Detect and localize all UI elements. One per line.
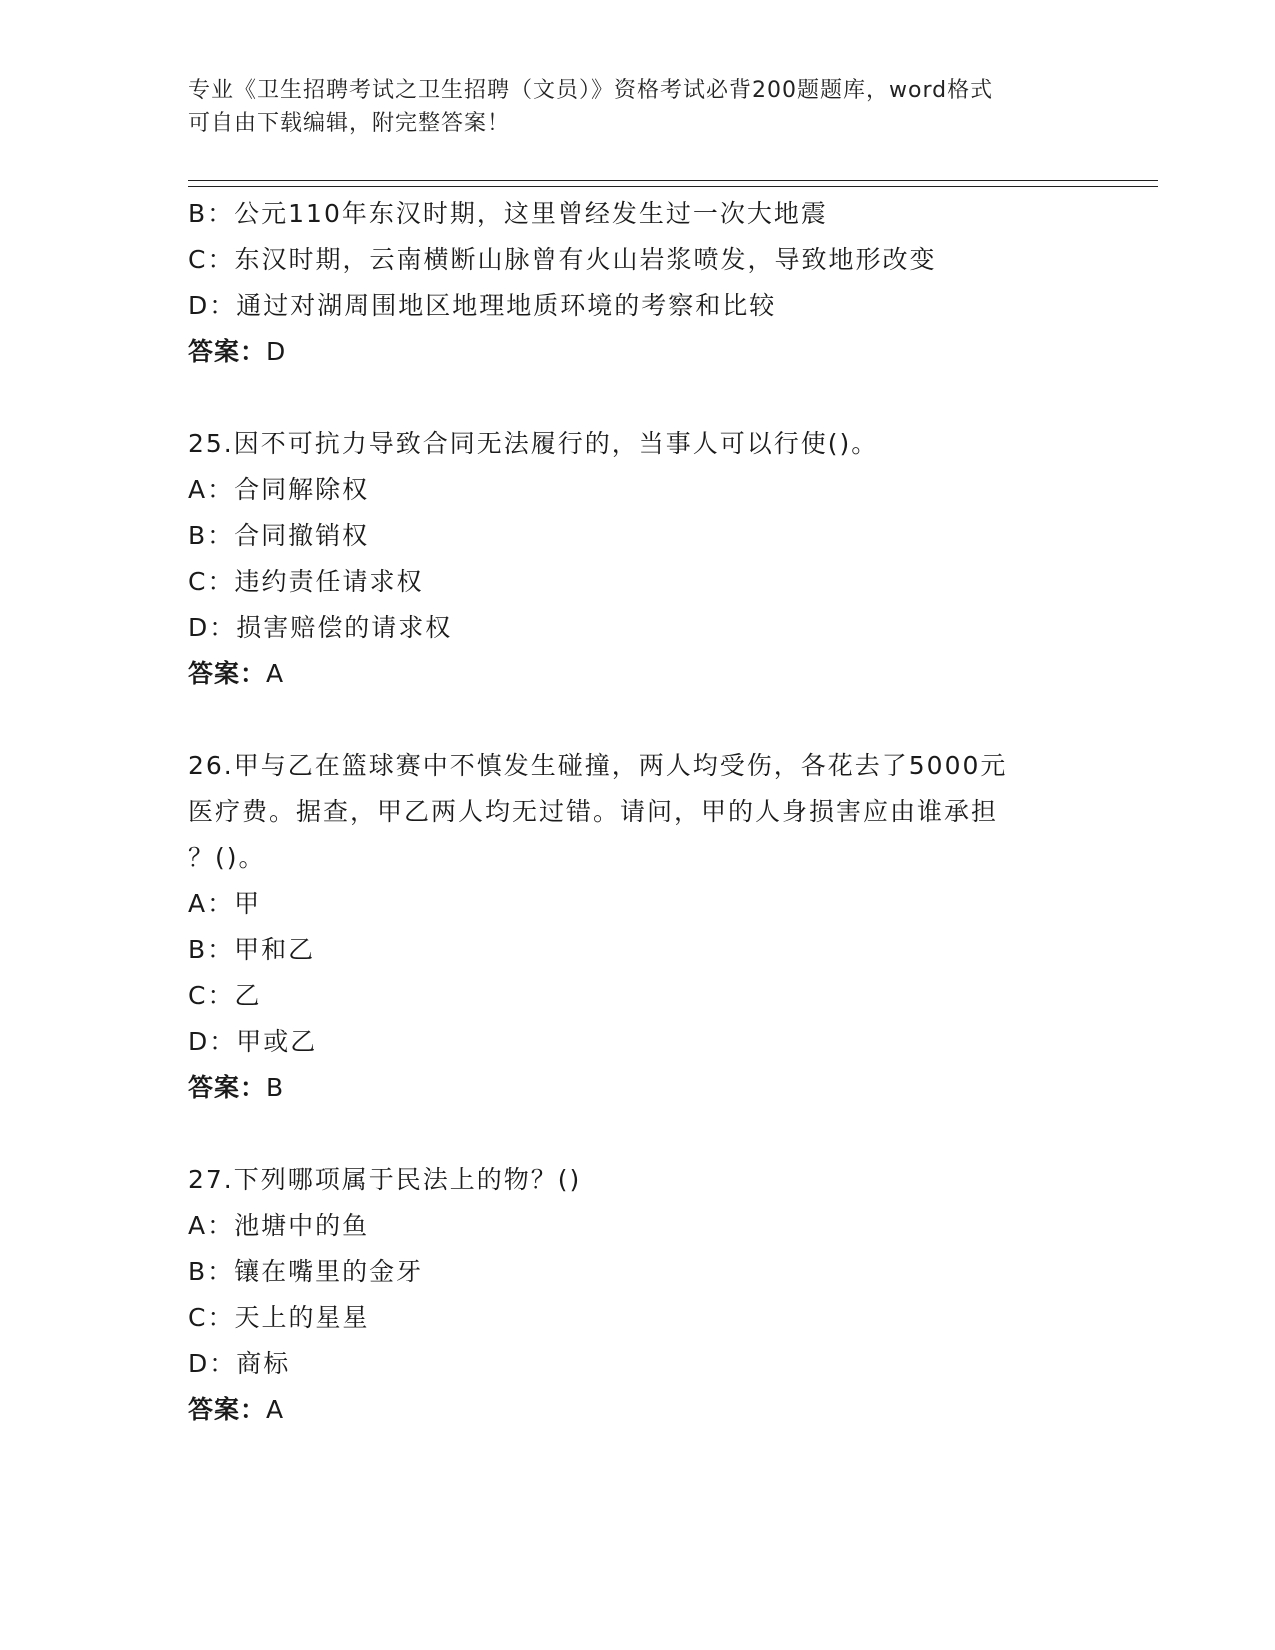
question-24: [188, 191, 1088, 375]
question-stem: 27.下列哪项属于民法上的物？(): [188, 1165, 582, 1194]
option-c: C：天上的星星: [188, 1303, 370, 1332]
answer-line: [188, 329, 1088, 375]
question-stem-line-1: 26.甲与乙在篮球赛中不慎发生碰撞，两人均受伤，各花去了5000元: [188, 751, 1008, 780]
option-d: D：通过对湖周围地区地理地质环境的考察和比较: [188, 291, 777, 320]
document-header: [188, 74, 1088, 140]
option-d: D：商标: [188, 1349, 291, 1378]
answer-value: B: [266, 1073, 286, 1102]
option-b: B：镶在嘴里的金牙: [188, 1257, 424, 1286]
answer-label: 答案：: [188, 1395, 267, 1424]
answer-value: A: [266, 659, 286, 688]
spacer: [188, 1111, 1088, 1157]
question-stem-line-2: 医疗费。据查，甲乙两人均无过错。请问，甲的人身损害应由谁承担: [188, 797, 999, 826]
spacer: [188, 697, 1088, 743]
question-list: [188, 191, 1088, 1433]
question-27: [188, 1157, 1088, 1433]
question-26: [188, 743, 1088, 1111]
answer-label: 答案：: [188, 659, 267, 688]
question-stem: 25.因不可抗力导致合同无法履行的，当事人可以行使()。: [188, 429, 879, 458]
answer-value: A: [266, 1395, 286, 1424]
answer-label: 答案：: [188, 1073, 267, 1102]
option-c: C：东汉时期，云南横断山脉曾有火山岩浆喷发，导致地形改变: [188, 245, 937, 274]
header-title-line-2: 可自由下载编辑，附完整答案！: [188, 111, 511, 136]
option-a: A：甲: [188, 889, 262, 918]
answer-line: [188, 651, 1088, 697]
spacer: [188, 375, 1088, 421]
question-25: [188, 421, 1088, 697]
option-c: C：违约责任请求权: [188, 567, 424, 596]
answer-line: [188, 1065, 1088, 1111]
option-b: B：甲和乙: [188, 935, 316, 964]
answer-value: D: [266, 337, 288, 366]
answer-line: [188, 1387, 1088, 1433]
question-stem-line-3: ？()。: [188, 843, 266, 872]
header-title-line-1: 专业《卫生招聘考试之卫生招聘（文员）》资格考试必背200题题库，word格式: [188, 78, 994, 103]
option-b: B：合同撤销权: [188, 521, 370, 550]
option-d: D：甲或乙: [188, 1027, 318, 1056]
option-d: D：损害赔偿的请求权: [188, 613, 453, 642]
option-a: A：合同解除权: [188, 475, 370, 504]
header-divider: [188, 180, 1158, 187]
option-a: A：池塘中的鱼: [188, 1211, 370, 1240]
answer-label: 答案：: [188, 337, 267, 366]
option-c: C：乙: [188, 981, 262, 1010]
option-b: B：公元110年东汉时期，这里曾经发生过一次大地震: [188, 199, 828, 228]
